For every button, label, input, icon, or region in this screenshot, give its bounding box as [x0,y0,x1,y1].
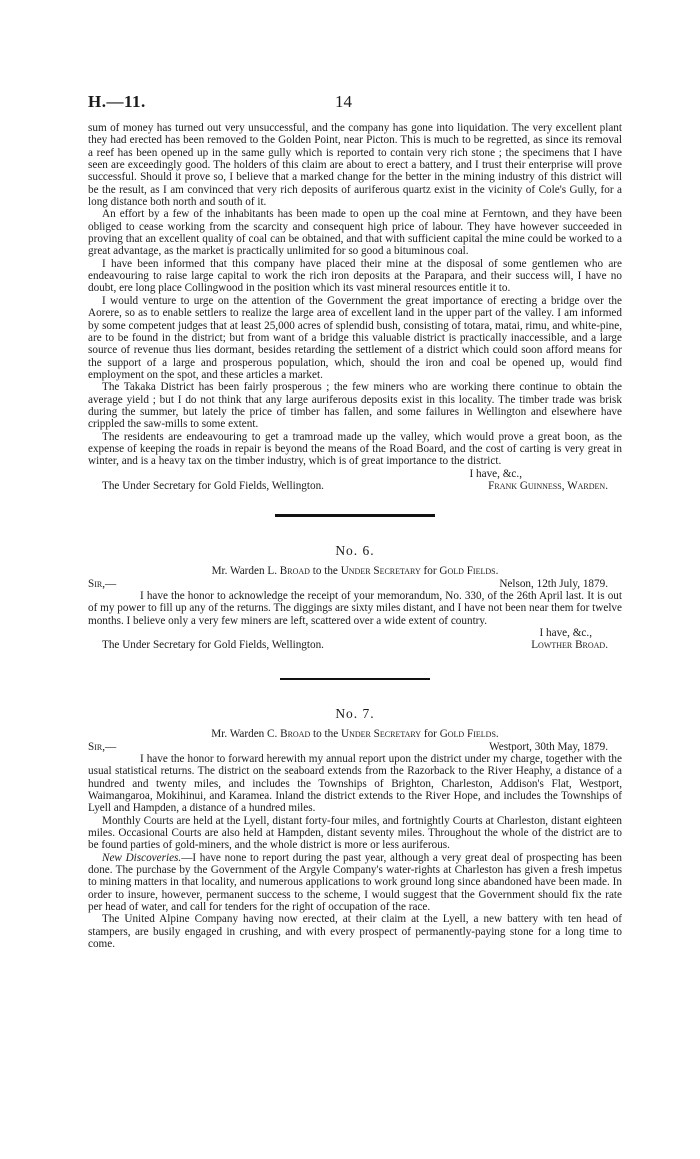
page-content [88,92,622,950]
salutation-line [88,578,622,590]
letter-no-7 [88,706,622,950]
paragraph: I have been informed that this company have placed their mine at the disposal of some gentlemen who are endeavouring to raise large capital to work the rich iron deposits at the Parapara, and their success will, I have no doubt, ere long place Collingwood in the position which its vast mineral resources entitle it to. [88,257,622,295]
paragraph: The Takaka District has been fairly prosperous ; the few miners who are working there continue to obtain the average yield ; but I do not think that any large auriferous deposits exist in this locality. The timber trade was brisk during the summer, but lately the price of timber has fallen, and some failures in Wellington and elsewhere have crippled the saw-mills to some extent. [88,381,622,431]
paragraph: I would venture to urge on the attention of the Government the great importance of erecting a bridge over the Aorere, so as to enable settlers to realize the large area of excellent land in the upper part of the valley. I am informed by some competent judges that at least 25,000 acres of splendid bush, consisting of totara, matai, rimu, and white-pine, are to be found in the district; but from want of a bridge this valuable district is practically inaccessible, and a large source of revenue thus lies dormant, besides retarding the settlement of a district which could soon afford means for the support of a large and prosperous population, which, should the iron and coal be opened up, would find employment on the spot, and these articles a market. [88,294,622,381]
title-text: for [420,565,440,578]
salutation: Sir,— [88,577,117,590]
title-text: to the [310,728,342,741]
paragraph: Monthly Courts are held at the Lyell, distant forty-four miles, and fortnightly Courts at Charleston, distant eighteen miles. Occasional Courts are also held at Hampden, distant seventy miles. Throughout the whole of the district are to be found parties of gold-miners, and the whole district is more or less auriferous. [88,814,622,852]
letter-title [88,565,622,577]
section-divider [280,678,430,681]
letter-no-6 [88,543,622,651]
closing-line [88,468,622,480]
salutation-line [88,741,622,753]
paragraph: The residents are endeavouring to get a tramroad made up the valley, which would prove a great boon, as the expense of keeping the roads in repair is beyond the means of the Road Board, and the cost of carting is very great in winter, and is a heavy tax on the timber industry, which is of great importance to the district. [88,430,622,468]
letter-title [88,728,622,740]
page-number: 14 [335,92,352,111]
paragraph: I have the honor to acknowledge the receipt of your memorandum, No. 330, of the 26th April last. It is out of my power to fill up any of the returns. The diggings are sixty miles distant, and I have not been near them for twelve months. I believe only a very few miners are left, scattered over a wide extent of country. [88,590,622,627]
paragraph: The United Alpine Company having now erected, at their claim at the Lyell, a new battery with ten head of stampers, are busily engaged in crushing, and with every prospect of permanently-paying stone for a long time to come. [88,913,622,951]
paragraph-text: —I have none to report during the past year, although a very great deal of prospecting has been done. The purchase by the Government of the Argyle Company's water-rights at Charleston has given a fresh impetus to mining matters in that locality, and numerous applications to work ground long since abandoned have been made. In order to insure, however, permanent success to the scheme, I would suggest that the Government should fix the rate per head of water, and call for tenders for the right of occupation of the race. [88,851,622,914]
signature-line [88,639,622,651]
title-name: Broad [279,565,310,578]
title-name: Broad [280,728,311,741]
closing-line [88,627,622,639]
paragraph: I have the honor to forward herewith my annual report upon the district under my charge, together with the usual statistical returns. The district on the seaboard extends from the Razorback to the River Heaphy, a distance of a hundred and twenty miles, and includes the Townships of Brighton, Charleston, Addison's Flat, Westport, Waimangaroa, Mokihinui, and Karamea. Inland the district extends to the River Hope, and includes the Townships of Lyell and Hampden, a distance of a hundred miles. [88,752,622,815]
title-department: Gold Fields [439,728,496,741]
paragraph: sum of money has turned out very unsuccessful, and the company has gone into liquidation. The very excellent plant they had erected has been removed to the Golden Point, near Picton. This is much to be regretted, as since its removal a reef has been opened up in the same gully which is reported to contain very rich stone ; the specimens that I have seen are exceedingly good. The holders of this claim are about to erect a battery, and I trust their enterprise will prove successful. Should it prove so, I believe that a marked change for the better in the mining industry of this district will be the result, as I am convinced that very rich deposits of auriferous quartz exist in the vicinity of Cole's Gully, for a long distance both north and south of it. [88,122,622,209]
paragraph [88,852,622,914]
letter-number: No. 6. [335,543,375,559]
dateline: Westport, 30th May, 1879. [489,740,608,753]
title-text: Mr. Warden C. [211,728,281,741]
title-text: . [495,728,499,741]
title-text: . [495,565,499,578]
signature-line [88,480,622,492]
letter-number: No. 7. [335,706,375,722]
page-header [88,92,622,122]
dateline: Nelson, 12th July, 1879. [499,577,608,590]
title-department: Gold Fields [439,565,496,578]
title-text: to the [309,565,341,578]
closing: I have, &c., [469,467,522,480]
title-recipient: Under Secretary [340,565,421,578]
signature: Lowther Broad. [531,639,608,652]
section-divider [275,514,435,517]
salutation: Sir,— [88,740,117,753]
signature: Frank Guinness, Warden. [488,479,608,492]
addressee: The Under Secretary for Gold Fields, Wellington. [102,479,324,492]
addressee: The Under Secretary for Gold Fields, Wellington. [102,639,324,652]
continued-report [88,122,622,492]
document-reference: H.—11. [88,92,146,111]
title-recipient: Under Secretary [341,728,422,741]
section-label: New Discoveries. [102,851,182,864]
title-text: for [421,728,440,741]
title-text: Mr. Warden L. [211,565,280,578]
paragraph: An effort by a few of the inhabitants has been made to open up the coal mine at Ferntown, and they have been obliged to cease working from the scarcity and consequent high price of labour. They have however succeeded in proving that an excellent quality of coal can be obtained, and that with sufficient capital the mine could be worked to a great advantage, as the market is practically unlimited for so good a bituminous coal. [88,208,622,258]
closing: I have, &c., [539,627,592,640]
